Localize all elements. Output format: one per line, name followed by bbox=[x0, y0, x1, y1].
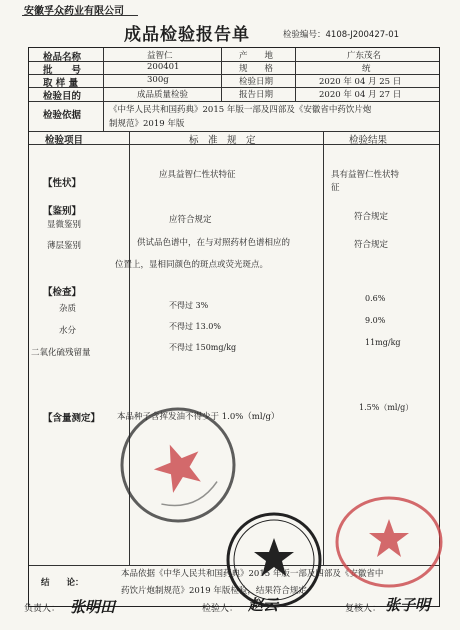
tlc-result: 符合规定 bbox=[354, 240, 389, 250]
origin-value: 广东茂名 bbox=[347, 51, 382, 61]
name-value: 益智仁 bbox=[147, 51, 173, 61]
company-name: 安徽孚众药业有限公司 bbox=[24, 6, 124, 17]
column-divider bbox=[221, 48, 222, 101]
conclusion-label: 结 论： bbox=[41, 578, 84, 588]
basis-line-2: 制规范》2019 年版 bbox=[109, 119, 185, 129]
assay-result: 1.5%（ml/g） bbox=[359, 403, 414, 412]
basis-label: 检验依据 bbox=[43, 110, 82, 121]
traits-title: 【性状】 bbox=[43, 178, 82, 189]
row-divider bbox=[29, 61, 439, 62]
responsible-signature: 张明田 bbox=[70, 598, 116, 616]
row-divider bbox=[29, 101, 439, 102]
inspector-label: 检验人： bbox=[202, 604, 239, 614]
basis-line-1: 《中华人民共和国药典》2015 年版一部及四部及《安徽省中药饮片炮 bbox=[109, 105, 372, 115]
identification-title: 【鉴别】 bbox=[43, 206, 82, 217]
report-title: 成品检验报告单 bbox=[124, 25, 250, 45]
traits-standard: 应具益智仁性状特征 bbox=[159, 170, 236, 180]
water-standard: 不得过 13.0% bbox=[169, 322, 221, 331]
impurity-standard: 不得过 3% bbox=[169, 301, 209, 310]
name-label: 检品名称 bbox=[43, 52, 82, 63]
column-divider bbox=[295, 48, 296, 101]
batch-label: 批 号 bbox=[43, 65, 82, 76]
check-date-label: 检验日期 bbox=[239, 77, 274, 87]
micro-label: 显微鉴别 bbox=[47, 220, 82, 230]
so2-label: 二氧化硫残留量 bbox=[31, 348, 91, 358]
impurity-label: 杂质 bbox=[59, 304, 77, 314]
origin-label: 产 地 bbox=[239, 51, 274, 61]
tlc-standard-line-2: 位置上，显相同颜色的斑点或荧光斑点。 bbox=[115, 260, 269, 270]
item-header: 检验项目 bbox=[45, 135, 84, 146]
qty-value: 300g bbox=[147, 75, 169, 85]
report-date-label: 报告日期 bbox=[239, 90, 274, 100]
tlc-standard-line-1: 供试品色谱中，在与对照药材色谱相应的 bbox=[137, 238, 291, 248]
reviewer-signature: 张子明 bbox=[385, 596, 431, 614]
purpose-label: 检验目的 bbox=[43, 91, 82, 102]
so2-result: 11mg/kg bbox=[365, 338, 401, 347]
standard-header: 标 准 规 定 bbox=[189, 135, 256, 146]
so2-standard: 不得过 150mg/kg bbox=[169, 343, 237, 352]
column-divider bbox=[103, 48, 104, 131]
exam-title: 【检查】 bbox=[43, 287, 82, 298]
report-date-value: 2020 年 04 月 27 日 bbox=[319, 90, 402, 100]
result-header: 检验结果 bbox=[349, 135, 388, 146]
traits-result-line-2: 征 bbox=[331, 183, 340, 193]
spec-value: 统 bbox=[362, 64, 371, 74]
report-number: 检验编号：4108-J200427-01 bbox=[283, 30, 400, 40]
traits-result-line-1: 具有益智仁性状特 bbox=[331, 170, 400, 180]
qty-label: 取 样 量 bbox=[43, 78, 79, 89]
column-divider bbox=[323, 131, 324, 565]
check-date-value: 2020 年 04 月 25 日 bbox=[319, 77, 402, 87]
spec-label: 规 格 bbox=[239, 64, 274, 74]
reviewer-label: 复核人： bbox=[345, 604, 382, 614]
inspector-signature: 赵云 bbox=[248, 596, 279, 614]
assay-standard: 本品种子含挥发油不得少于 1.0%（ml/g） bbox=[117, 412, 280, 422]
batch-value: 200401 bbox=[147, 62, 180, 72]
micro-standard: 应符合规定 bbox=[169, 215, 212, 225]
inspection-stamp-red bbox=[334, 495, 444, 590]
purpose-value: 成品质量检验 bbox=[137, 90, 189, 100]
micro-result: 符合规定 bbox=[354, 212, 389, 222]
responsible-label: 负责人： bbox=[24, 604, 61, 614]
assay-title: 【含量测定】 bbox=[43, 413, 101, 424]
impurity-result: 0.6% bbox=[365, 294, 386, 303]
water-result: 9.0% bbox=[365, 316, 386, 325]
conclusion-line-1: 本品依据《中华人民共和国药典》2015 年版一部及四部及《安徽省中 bbox=[121, 569, 384, 579]
tlc-label: 薄层鉴别 bbox=[47, 241, 82, 251]
conclusion-line-2: 药饮片炮制规范》2019 年版检验，结果符合规定 bbox=[121, 586, 307, 596]
water-label: 水分 bbox=[59, 326, 77, 336]
company-underline bbox=[22, 15, 138, 16]
